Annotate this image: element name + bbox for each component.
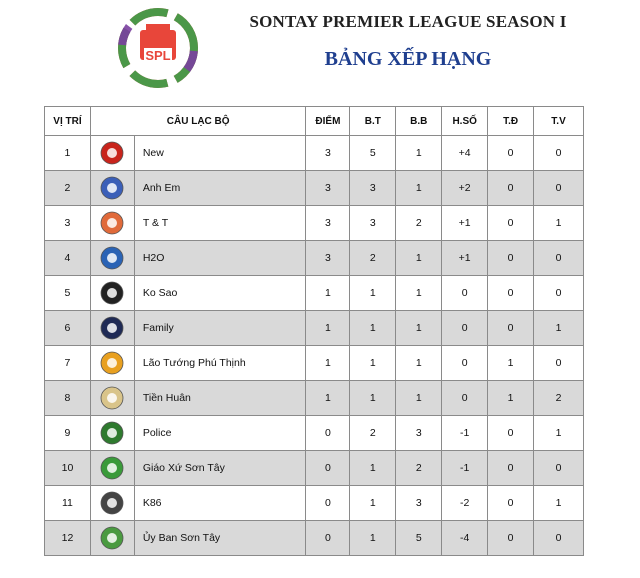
table-row [45,381,584,416]
goals-for-cell: 2 [350,241,396,276]
col-header-goals-against: B.B [396,107,442,136]
red-cards-cell: 0 [488,276,534,311]
points-cell: 0 [306,416,350,451]
col-header-club: CÂU LẠC BỘ [90,107,306,136]
goals-for-cell: 1 [350,311,396,346]
goals-against-cell: 5 [396,521,442,556]
goal-difference-cell: +2 [442,171,488,206]
yellow-cards-cell: 0 [534,521,584,556]
table-row [45,311,584,346]
club-name-cell: Tiền Huân [134,381,306,416]
green-ring-badge [99,455,125,481]
goals-against-cell: 1 [396,276,442,311]
red-cards-cell: 0 [488,311,534,346]
yellow-cards-cell: 0 [534,451,584,486]
col-header-points: ĐIỂM [306,107,350,136]
col-header-red-cards: T.Đ [488,107,534,136]
position-cell: 12 [45,521,91,556]
goals-for-cell: 1 [350,451,396,486]
table-row [45,346,584,381]
table-row [45,171,584,206]
red-cards-cell: 0 [488,521,534,556]
beige-shield-badge [99,385,125,411]
club-name-cell: Ko Sao [134,276,306,311]
goal-difference-cell: 0 [442,276,488,311]
club-badge-cell [90,451,134,486]
green-gate-badge [99,525,125,551]
yellow-cards-cell: 1 [534,311,584,346]
club-badge-cell [90,311,134,346]
goal-difference-cell: -1 [442,451,488,486]
club-badge-cell [90,486,134,521]
position-cell: 4 [45,241,91,276]
orange-heart-badge [99,210,125,236]
red-shield-badge [99,140,125,166]
club-badge-cell [90,136,134,171]
page-subtitle: BẢNG XẾP HẠNG [324,48,492,70]
goal-difference-cell: 0 [442,311,488,346]
position-cell: 2 [45,171,91,206]
col-header-goals-for: B.T [350,107,396,136]
table-row [45,136,584,171]
club-badge-cell [90,521,134,556]
position-cell: 3 [45,206,91,241]
points-cell: 0 [306,521,350,556]
goals-against-cell: 2 [396,206,442,241]
goal-difference-cell: 0 [442,346,488,381]
points-cell: 1 [306,276,350,311]
yellow-cards-cell: 0 [534,171,584,206]
yellow-cards-cell: 0 [534,241,584,276]
club-name-cell: New [134,136,306,171]
goals-for-cell: 1 [350,486,396,521]
position-cell: 11 [45,486,91,521]
club-name-cell: T & T [134,206,306,241]
yellow-cards-cell: 0 [534,346,584,381]
k86-shield-badge [99,490,125,516]
table-row [45,521,584,556]
yellow-cards-cell: 0 [534,136,584,171]
club-name-cell: Giáo Xứ Sơn Tây [134,451,306,486]
goals-for-cell: 1 [350,346,396,381]
orange-sun-badge [99,350,125,376]
table-row [45,276,584,311]
goals-against-cell: 1 [396,346,442,381]
goals-for-cell: 5 [350,136,396,171]
table-row [45,416,584,451]
goals-against-cell: 3 [396,486,442,521]
standings-table [44,106,584,556]
red-cards-cell: 0 [488,451,534,486]
club-name-cell: Lão Tướng Phú Thịnh [134,346,306,381]
logo-text: SPL [145,48,171,63]
points-cell: 1 [306,381,350,416]
club-badge-cell [90,381,134,416]
club-name-cell: Police [134,416,306,451]
yellow-cards-cell: 1 [534,486,584,521]
position-cell: 5 [45,276,91,311]
goals-for-cell: 1 [350,276,396,311]
spl-logo [118,8,198,88]
position-cell: 6 [45,311,91,346]
player-silhouette-badge [99,280,125,306]
club-badge-cell [90,241,134,276]
goals-for-cell: 2 [350,416,396,451]
points-cell: 3 [306,136,350,171]
red-cards-cell: 0 [488,206,534,241]
col-header-yellow-cards: T.V [534,107,584,136]
yellow-cards-cell: 1 [534,416,584,451]
goals-against-cell: 1 [396,311,442,346]
points-cell: 3 [306,206,350,241]
navy-shield-badge [99,315,125,341]
goal-difference-cell: 0 [442,381,488,416]
goal-difference-cell: +4 [442,136,488,171]
goals-for-cell: 3 [350,206,396,241]
page-title: SONTAY PREMIER LEAGUE SEASON I [249,12,567,31]
table-row [45,451,584,486]
red-cards-cell: 0 [488,171,534,206]
goal-difference-cell: +1 [442,206,488,241]
goals-against-cell: 1 [396,171,442,206]
blue-crest-badge [99,175,125,201]
goals-for-cell: 1 [350,381,396,416]
club-name-cell: Anh Em [134,171,306,206]
points-cell: 1 [306,311,350,346]
club-badge-cell [90,276,134,311]
yellow-cards-cell: 0 [534,276,584,311]
goals-against-cell: 3 [396,416,442,451]
club-name-cell: K86 [134,486,306,521]
points-cell: 0 [306,486,350,521]
position-cell: 1 [45,136,91,171]
goal-difference-cell: -4 [442,521,488,556]
position-cell: 8 [45,381,91,416]
goal-difference-cell: -2 [442,486,488,521]
police-star-badge [99,420,125,446]
club-badge-cell [90,416,134,451]
table-row [45,206,584,241]
red-cards-cell: 0 [488,241,534,276]
points-cell: 3 [306,171,350,206]
goal-difference-cell: -1 [442,416,488,451]
club-badge-cell [90,206,134,241]
position-cell: 7 [45,346,91,381]
red-cards-cell: 0 [488,136,534,171]
red-cards-cell: 1 [488,346,534,381]
club-badge-cell [90,171,134,206]
table-header-row [45,107,584,136]
position-cell: 10 [45,451,91,486]
table-row [45,241,584,276]
yellow-cards-cell: 1 [534,206,584,241]
points-cell: 0 [306,451,350,486]
points-cell: 3 [306,241,350,276]
col-header-goal-difference: H.SỐ [442,107,488,136]
points-cell: 1 [306,346,350,381]
h2o-circle-badge [99,245,125,271]
red-cards-cell: 1 [488,381,534,416]
position-cell: 9 [45,416,91,451]
table-row [45,486,584,521]
club-name-cell: Ủy Ban Sơn Tây [134,521,306,556]
club-name-cell: Family [134,311,306,346]
goals-for-cell: 1 [350,521,396,556]
goals-against-cell: 1 [396,136,442,171]
col-header-position: VỊ TRÍ [45,107,91,136]
goal-difference-cell: +1 [442,241,488,276]
club-badge-cell [90,346,134,381]
red-cards-cell: 0 [488,486,534,521]
goals-against-cell: 1 [396,241,442,276]
goals-for-cell: 3 [350,171,396,206]
red-cards-cell: 0 [488,416,534,451]
goals-against-cell: 2 [396,451,442,486]
goals-against-cell: 1 [396,381,442,416]
yellow-cards-cell: 2 [534,381,584,416]
club-name-cell: H2O [134,241,306,276]
